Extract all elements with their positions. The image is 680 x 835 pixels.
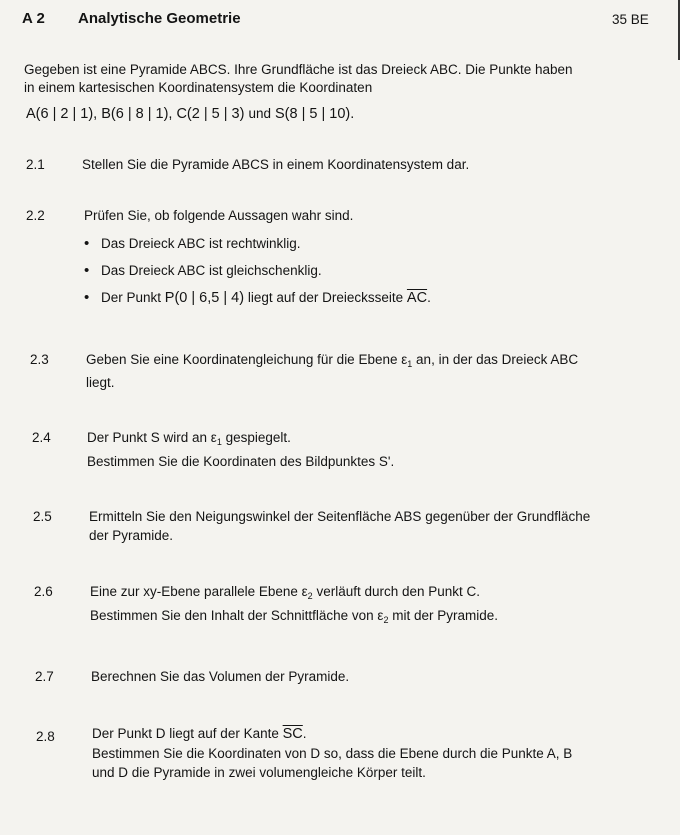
task-2-8-line-3: und D die Pyramide in zwei volumengleiche Körper teilt. [92,765,426,780]
point-coordinates [26,106,354,122]
bullet-3-point: P(0 | 6,5 | 4) [164,290,245,306]
task-2-8-line-1-pre: Der Punkt D liegt auf der Kante [92,726,279,741]
task-2-6-line-1-pre: Eine zur xy-Ebene parallele Ebene ε [90,584,308,599]
task-2-5-line-1: Ermitteln Sie den Neigungswinkel der Seitenfläche ABS gegenüber der Grundfläche [89,509,591,524]
coords-s: S(8 | 5 | 10). [275,106,355,122]
task-2-2-text: Prüfen Sie, ob folgende Aussagen wahr sind. [84,208,354,223]
task-2-5-line-2: der Pyramide. [89,528,174,543]
task-2-7-text: Berechnen Sie das Volumen der Pyramide. [91,669,350,684]
bullet-3-mid: liegt auf der Dreiecksseite [247,290,404,305]
task-2-8-line-2: Bestimmen Sie die Koordinaten von D so, dass die Ebene durch die Punkte A, B [92,746,573,761]
task-2-1-text: Stellen Sie die Pyramide ABCS in einem Koordinatensystem dar. [82,157,470,172]
task-2-6-line-1-post: verläuft durch den Punkt C. [316,584,481,599]
task-2-8-number: 2.8 [36,729,55,744]
intro-line-2: in einem kartesischen Koordinatensystem die Koordinaten [24,80,373,95]
segment-ac: $\overline{AC}$ [406,290,428,306]
task-2-2-bullet-3 [101,290,431,306]
task-2-4-number: 2.4 [32,430,51,445]
section-number: A 2 [22,10,45,27]
task-2-6-line-1 [90,584,480,601]
task-2-6-line-2-pre: Bestimmen Sie den Inhalt der Schnittfläche von ε [90,608,384,623]
task-2-2-bullet-2: • Das Dreieck ABC ist gleichschenklig. [101,263,322,278]
section-title: Analytische Geometrie [78,10,241,27]
points-label: 35 BE [612,12,649,27]
task-2-4-line-1-post: gespiegelt. [225,430,291,445]
task-2-7-number: 2.7 [35,669,54,684]
task-2-3-line-1 [86,352,578,369]
task-2-8-line-1 [92,726,307,742]
task-2-4-line-2: Bestimmen Sie die Koordinaten des Bildpunktes S'. [87,454,395,469]
task-2-4-line-1-pre: Der Punkt S wird an ε [87,430,217,445]
task-2-3-line-1-post: an, in der das Dreieck ABC [416,352,579,367]
segment-sc: $\overline{SC}$ [282,726,303,742]
epsilon-2-subscript: 2 [383,615,389,625]
coords-abc: A(6 | 2 | 1), B(6 | 8 | 1), C(2 | 5 | 3) [26,106,245,122]
task-2-6-number: 2.6 [34,584,53,599]
bullet-3-end: . [427,290,431,305]
task-2-2-bullet-1: • Das Dreieck ABC ist rechtwinklig. [101,236,301,251]
epsilon-1-subscript: 1 [216,437,222,447]
task-2-4-line-1 [87,430,291,447]
bullet-3-pre: Der Punkt [101,290,162,305]
task-2-3-line-1-pre: Geben Sie eine Koordinatengleichung für die Ebene ε [86,352,408,367]
task-2-2-number: 2.2 [26,208,45,223]
task-2-1-number: 2.1 [26,157,45,172]
epsilon-2-subscript: 2 [307,591,313,601]
epsilon-1-subscript: 1 [407,359,413,369]
task-2-5-number: 2.5 [33,509,52,524]
task-2-8-line-1-end: . [302,726,307,741]
task-2-3-line-2: liegt. [86,375,115,390]
intro-line-1: Gegeben ist eine Pyramide ABCS. Ihre Grundfläche ist das Dreieck ABC. Die Punkte haben [24,62,573,77]
task-2-6-line-2-post: mit der Pyramide. [392,608,498,623]
task-2-3-number: 2.3 [30,352,49,367]
coords-und: und [248,106,271,121]
task-2-6-line-2 [90,608,498,625]
